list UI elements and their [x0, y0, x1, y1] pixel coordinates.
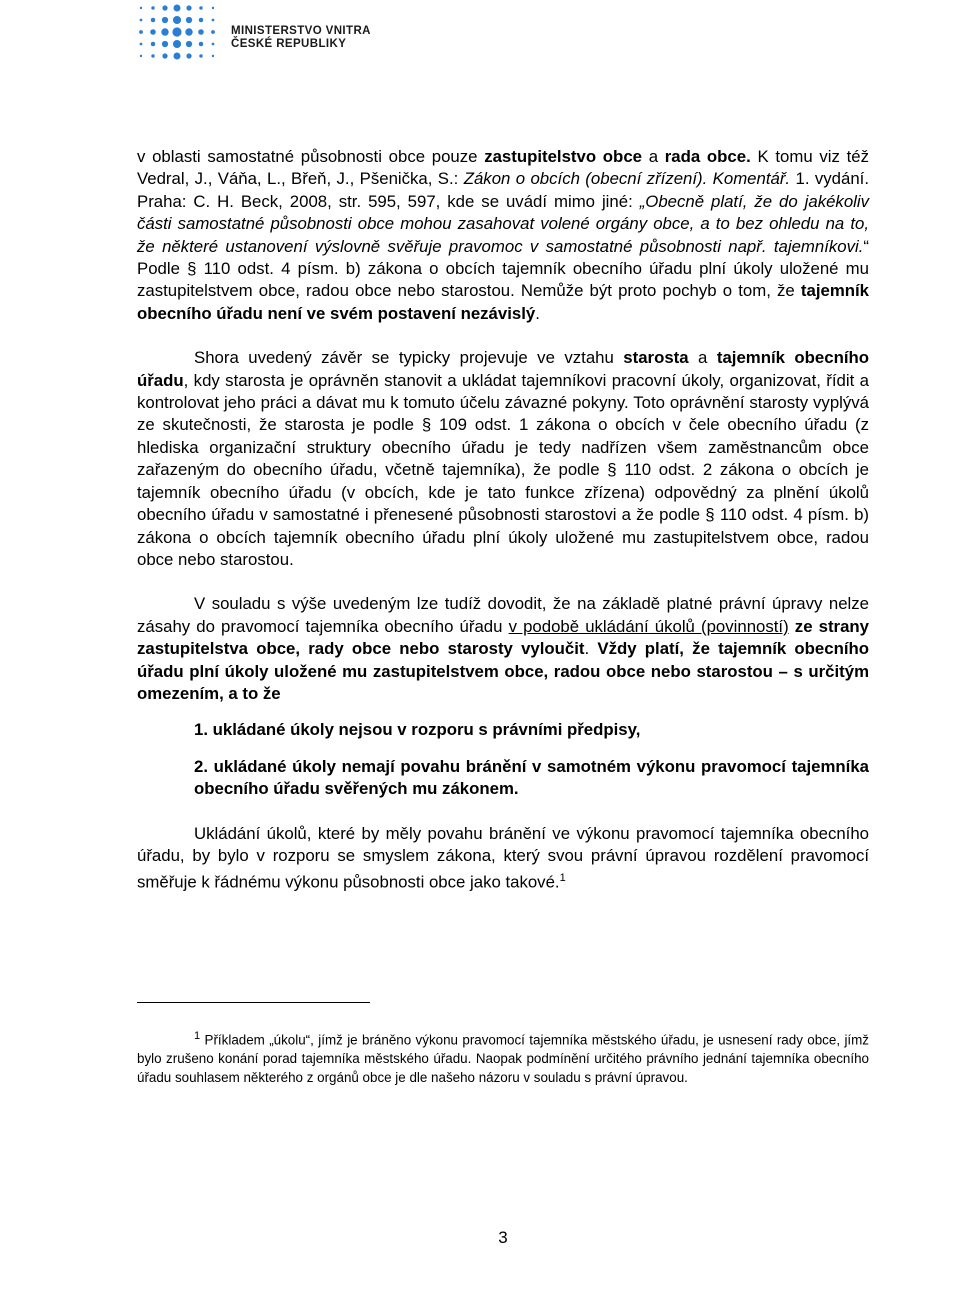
logo-dot: [140, 7, 142, 9]
paragraph-1: v oblasti samostatné působnosti obce pouze zastupitelstvo obce a rada obce. K tomu viz též Vedral, J., Váňa, L., Břeň, J., Pšenička, S.: Zákon o obcích (obecní zřízení). Komentář. 1. vydání. Praha: C. H. Beck, 2008, str. 595, 597, kde se uvádí mimo jiné: „Obecně platí, že do jakékoliv části samostatné působnosti obce mohou zasahovat volené orgány obce, a to bez ohledu na to, že některé ustanovení výslovně svěřuje pravomoc v samostatné působnosti např. tajemníkovi.“ Podle § 110 odst. 4 písm. b) zákona o obcích tajemník obecního úřadu plní úkoly uložené mu zastupitelstvem obce, radou obce nebo starostou. Nemůže být proto pochyb o tom, že tajemník obecního úřadu není ve svém postavení nezávislý.: [137, 147, 870, 323]
logo-dot: [199, 6, 202, 9]
logo-dot: [199, 42, 204, 47]
footnote-ref[interactable]: 1: [559, 872, 566, 885]
logo-dot: [150, 29, 156, 35]
logo-dot: [151, 54, 154, 57]
logo-dot: [172, 27, 181, 36]
logo-dot: [212, 43, 215, 46]
logo-dot: [162, 5, 167, 10]
logo-dot: [151, 18, 156, 23]
list-item-2: 2. ukládané úkoly nemají povahu bránění v samotném výkonu pravomocí tajemníka obecního úřadu svěřených mu zákonem.: [194, 756, 869, 799]
ministry-name: [231, 25, 371, 51]
org-line-2: ČESKÉ REPUBLIKY: [231, 38, 347, 50]
logo-dot: [212, 7, 214, 9]
footnote-separator: [137, 1002, 370, 1003]
logo-dot: [198, 29, 204, 35]
logo-dot: [186, 5, 191, 10]
logo-dot: [186, 41, 192, 47]
list-item-1: 1. ukládané úkoly nejsou v rozporu s právními předpisy,: [194, 720, 641, 740]
logo-dot: [173, 52, 180, 59]
page-number: 3: [498, 1228, 508, 1247]
page-header: [135, 2, 435, 62]
logo-dot: [162, 53, 167, 58]
logo-dot: [162, 41, 168, 47]
logo-dot: [161, 28, 168, 35]
logo-dot: [173, 4, 180, 11]
logo-dot: [212, 55, 214, 57]
logo-dot: [199, 18, 204, 23]
logo-dot: [186, 17, 192, 23]
logo-dot: [211, 30, 215, 34]
logo-dot: [173, 16, 181, 24]
paragraph-3: V souladu s výše uvedeným lze tudíž dovodit, že na základě platné právní úpravy nelze zásahy do pravomocí tajemníka obecního úřadu v podobě ukládání úkolů (povinností) ze strany zastupitelstva obce, rady obce nebo starosty vyloučit. Vždy platí, že tajemník obecního úřadu plní úkoly uložené mu zastupitelstvem obce, radou obce nebo starostou – s určitým omezením, a to že: [137, 594, 870, 703]
logo-dot: [151, 6, 154, 9]
footnote-number: 1: [194, 1030, 201, 1042]
logo-dot: [151, 42, 156, 47]
ministry-logo-icon: [135, 2, 221, 62]
logo-dot: [139, 30, 143, 34]
paragraph-2: Shora uvedený závěr se typicky projevuje ve vztahu starosta a tajemník obecního úřadu, kdy starosta je oprávněn stanovit a ukládat tajemníkovi pracovní úkoly, organizovat, řídit a kontrolovat jeho práci a dávat mu k tomuto účelu závazné pokyny. Toto oprávnění starosty vyplývá ze skutečnosti, že starosta je podle § 109 odst. 1 zákona o obcích v čele obecního úřadu (z hlediska organizační struktury obecního úřadu je tedy nadřízen všem zaměstnancům obce zařazeným do obecního úřadu, včetně tajemníka), že podle § 110 odst. 2 zákona o obcích je tajemník obecního úřadu (v obcích, kde je tato funkce zřízena) odpovědný za plnění úkolů obecního úřadu v samostatné i přenesené působnosti starostovi a že podle § 110 odst. 4 písm. b) zákona o obcích tajemník obecního úřadu plní úkoly uložené mu zastupitelstvem obce, radou obce nebo starostou.: [137, 348, 869, 569]
logo-dot: [185, 28, 192, 35]
paragraph-4: Ukládání úkolů, které by měly povahu bránění ve výkonu pravomocí tajemníka obecního úřadu, by bylo v rozporu se smyslem zákona, který svou právní úpravou rozdělení pravomocí směřuje k řádnému výkonu působnosti obce jako takové.$^1$: [137, 823, 869, 892]
logo-dot: [186, 53, 191, 58]
logo-dot: [199, 54, 202, 57]
logo-dot: [173, 40, 181, 48]
logo-dot: [162, 17, 168, 23]
org-line-1: MINISTERSTVO VNITRA: [231, 25, 371, 37]
footnote: [137, 1027, 869, 1087]
logo-dot: [140, 55, 142, 57]
logo-dot: [212, 19, 215, 22]
document-body: [137, 146, 869, 894]
footnote-text: Příkladem „úkolu“, jímž je bráněno výkonu pravomocí tajemníka městského úřadu, je usnesení rady obce, jímž bylo zrušeno konání porad tajemníka městského úřadu. Naopak podmínění určitého právního jednání tajemníka obecního úřadu souhlasem některého z orgánů obce je dle našeho názoru v souladu s právní úpravou.: [137, 1032, 869, 1086]
logo-dot: [140, 43, 143, 46]
logo-dot: [140, 19, 143, 22]
